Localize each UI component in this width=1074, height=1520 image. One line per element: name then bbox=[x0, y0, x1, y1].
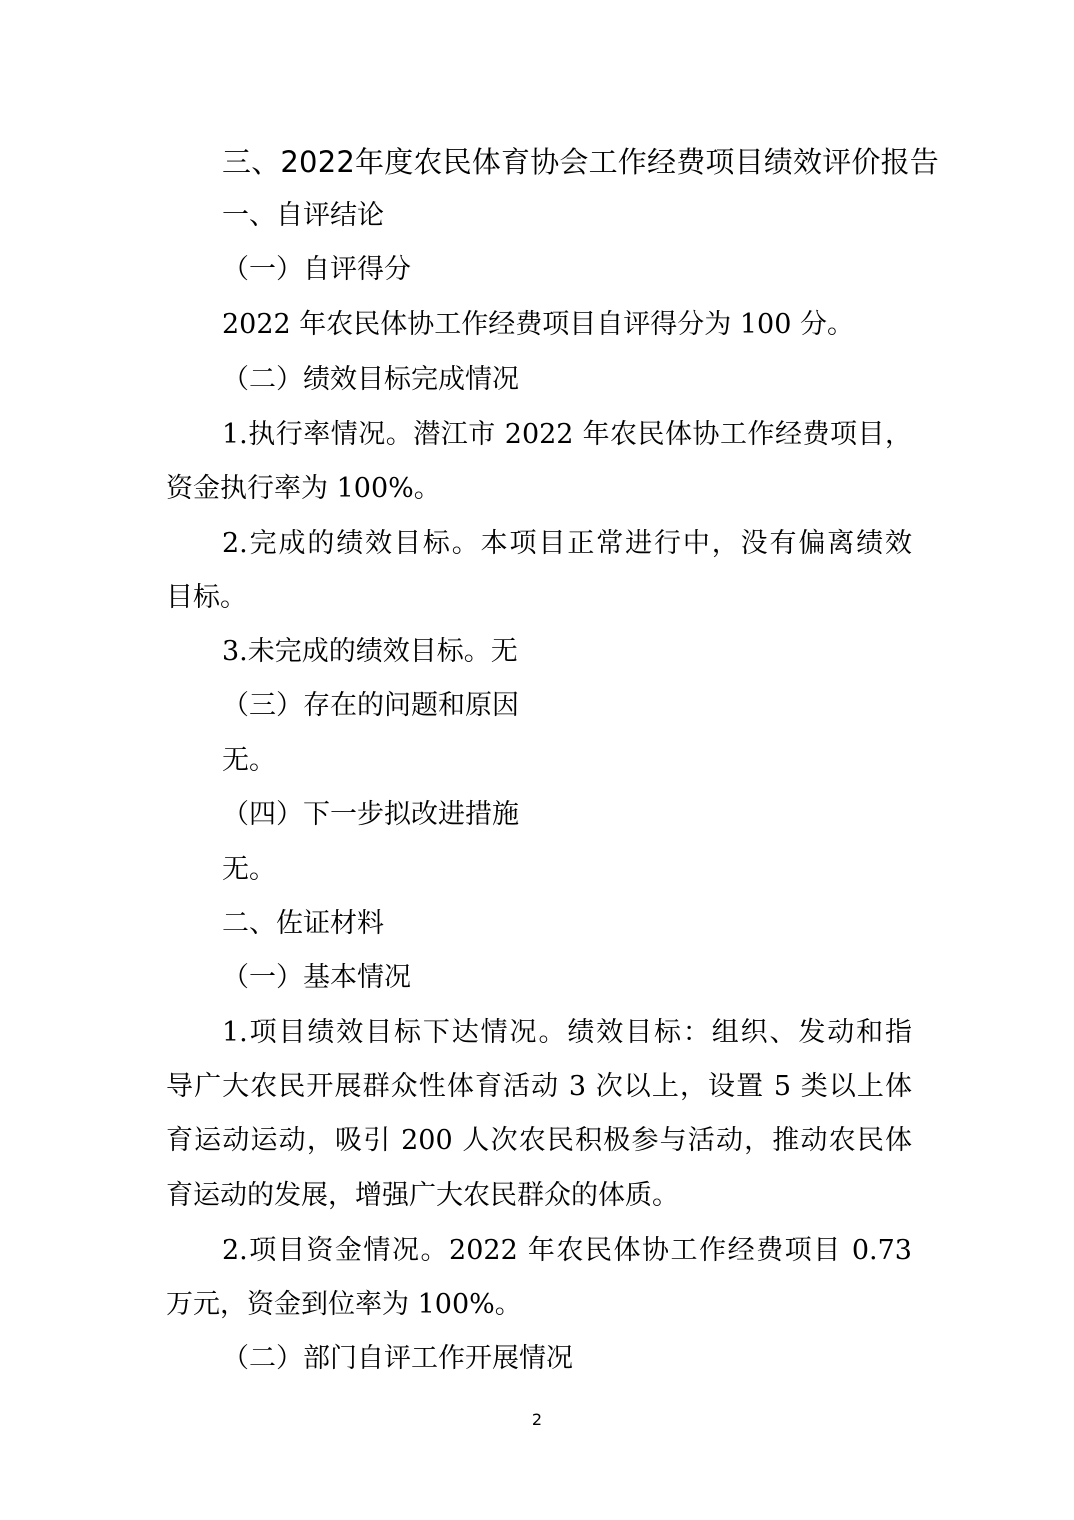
subheading-next-steps: （四）下一步拟改进措施 bbox=[222, 799, 519, 830]
paragraph-problems-none: 无。 bbox=[222, 745, 276, 776]
subheading-department-self-evaluation: （二）部门自评工作开展情况 bbox=[222, 1343, 573, 1374]
paragraph-execution-rate-line1: 1.执行率情况。潜江市 2022 年农民体协工作经费项目， bbox=[222, 419, 912, 450]
paragraph-goal-issuance-line3: 育运动运动，吸引 200 人次农民积极参与活动，推动农民体 bbox=[166, 1125, 912, 1156]
subheading-self-evaluation-score: （一）自评得分 bbox=[222, 254, 411, 285]
paragraph-uncompleted-goals: 3.未完成的绩效目标。无 bbox=[222, 636, 518, 667]
subheading-problems-and-causes: （三）存在的问题和原因 bbox=[222, 690, 519, 721]
section-heading-self-evaluation-conclusion: 一、自评结论 bbox=[222, 200, 384, 231]
paragraph-goal-issuance-line4: 育运动的发展，增强广大农民群众的体质。 bbox=[166, 1180, 679, 1211]
paragraph-execution-rate-line2: 资金执行率为 100%。 bbox=[166, 473, 441, 504]
subheading-performance-goals: （二）绩效目标完成情况 bbox=[222, 364, 519, 395]
page-number: 2 bbox=[531, 1410, 543, 1429]
paragraph-funding-line2: 万元，资金到位率为 100%。 bbox=[166, 1289, 522, 1320]
report-title: 三、2022年度农民体育协会工作经费项目绩效评价报告 bbox=[222, 145, 940, 179]
subheading-basic-information: （一）基本情况 bbox=[222, 962, 411, 993]
paragraph-completed-goals-line2: 目标。 bbox=[166, 582, 247, 613]
paragraph-funding-line1: 2.项目资金情况。2022 年农民体协工作经费项目 0.73 bbox=[222, 1235, 912, 1266]
paragraph-goal-issuance-line2: 导广大农民开展群众性体育活动 3 次以上，设置 5 类以上体 bbox=[166, 1071, 912, 1102]
paragraph-goal-issuance-line1: 1.项目绩效目标下达情况。绩效目标：组织、发动和指 bbox=[222, 1017, 912, 1048]
section-heading-supporting-materials: 二、佐证材料 bbox=[222, 908, 384, 939]
paragraph-next-steps-none: 无。 bbox=[222, 854, 276, 885]
paragraph-score: 2022 年农民体协工作经费项目自评得分为 100 分。 bbox=[222, 309, 854, 340]
paragraph-completed-goals-line1: 2.完成的绩效目标。本项目正常进行中，没有偏离绩效 bbox=[222, 528, 912, 559]
